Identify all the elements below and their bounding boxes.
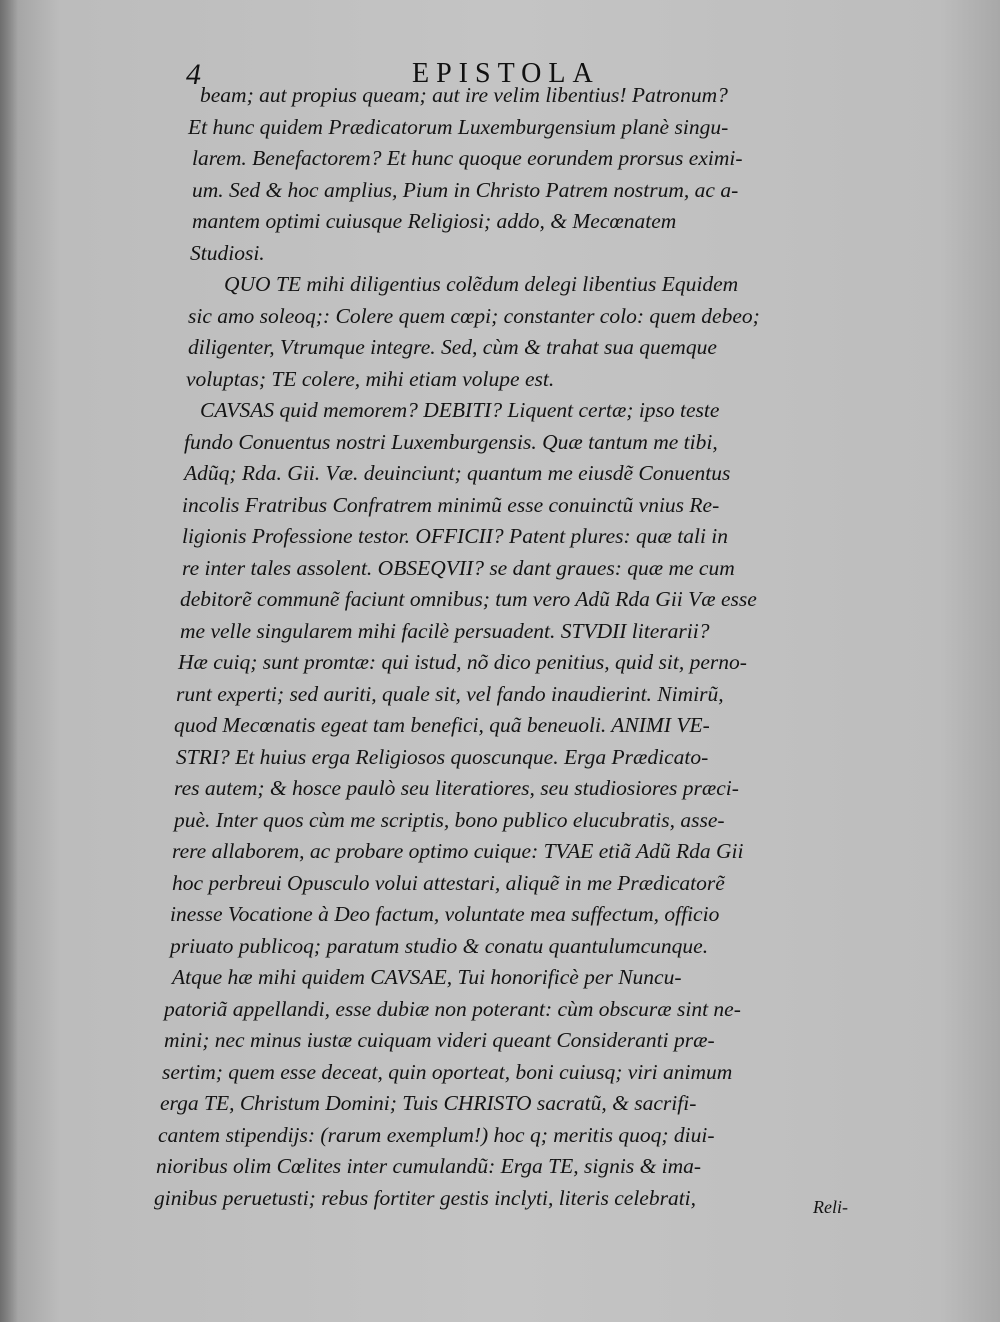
catchword: Reli- bbox=[813, 1197, 848, 1217]
text-line: rere allaborem, ac probare optimo cuique: TVAE etiã Adũ Rda Gii bbox=[172, 839, 744, 863]
text-line: me velle singularem mihi facilè persuadent. STVDII literarii? bbox=[180, 618, 710, 643]
text-line: QUO TE mihi diligentius colẽdum delegi libentius Equidem bbox=[224, 272, 739, 296]
text-line: hoc perbreui Opusculo volui attestari, aliquẽ in me Prædicatorẽ bbox=[172, 870, 725, 895]
text-line: Adũq; Rda. Gii. Væ. deuinciunt; quantum me eiusdẽ Conuentus bbox=[184, 461, 731, 485]
text-line: incolis Fratribus Confratrem minimũ esse conuinctũ vnius Re- bbox=[182, 492, 720, 517]
binding-shadow bbox=[0, 0, 18, 1322]
text-line: quod Mecœnatis egeat tam benefici, quã beneuoli. ANIMI VE- bbox=[174, 713, 710, 737]
text-line: ligionis Professione testor. OFFICII? Patent plures: quæ tali in bbox=[182, 524, 729, 548]
page-number: 4 bbox=[186, 58, 201, 91]
body-text bbox=[150, 80, 855, 1214]
running-title: EPISTOLA bbox=[412, 58, 600, 89]
text-line: debitorẽ communẽ faciunt omnibus; tum vero Adũ Rda Gii Væ esse bbox=[180, 587, 757, 611]
text-line: patoriã appellandi, esse dubiæ non poterant: cùm obscuræ sint ne- bbox=[164, 996, 741, 1021]
text-line: ginibus peruetusti; rebus fortiter gestis inclyti, literis celebrati, bbox=[154, 1185, 697, 1210]
text-line: voluptas; TE colere, mihi etiam volupe est. bbox=[186, 366, 555, 391]
text-line: Studiosi. bbox=[190, 240, 265, 265]
text-line: Hæ cuiq; sunt promtæ: qui istud, nõ dico penitius, quid sit, perno- bbox=[178, 650, 747, 674]
text-line: um. Sed & hoc amplius, Pium in Christo Patrem nostrum, ac a- bbox=[192, 177, 739, 202]
text-line: nioribus olim Cœlites inter cumulandũ: Erga TE, signis & ima- bbox=[156, 1154, 702, 1178]
text-line: re inter tales assolent. OBSEQVII? se dant graues: quæ me cum bbox=[182, 555, 735, 580]
text-line: mini; nec minus iustæ cuiquam videri queant Consideranti præ- bbox=[164, 1028, 715, 1052]
text-line: runt experti; sed auriti, quale sit, vel fando inaudierint. Nimirũ, bbox=[176, 681, 724, 706]
text-line: larem. Benefactorem? Et hunc quoque eorundem prorsus eximi- bbox=[192, 146, 743, 170]
text-line: fundo Conuentus nostri Luxemburgensis. Quæ tantum me tibi, bbox=[184, 429, 718, 454]
text-line: CAVSAS quid memorem? DEBITI? Liquent certæ; ipso teste bbox=[200, 398, 720, 422]
text-line: STRI? Et huius erga Religiosos quoscunque. Erga Prædicato- bbox=[176, 744, 709, 769]
text-line: beam; aut propius queam; aut ire velim libentius! Patronum? bbox=[200, 83, 728, 107]
text-line: erga TE, Christum Domini; Tuis CHRISTO sacratũ, & sacrifi- bbox=[160, 1091, 697, 1115]
text-line: sertim; quem esse deceat, quin oporteat, boni cuiusq; viri animum bbox=[162, 1059, 733, 1084]
text-line: priuato publicoq; paratum studio & conatu quantulumcunque. bbox=[170, 933, 709, 958]
text-line: puè. Inter quos cùm me scriptis, bono publico elucubratis, asse- bbox=[174, 807, 725, 832]
text-line: Atque hæ mihi quidem CAVSAE, Tui honorificè per Nuncu- bbox=[172, 965, 682, 989]
text-line: Et hunc quidem Prædicatorum Luxemburgensium planè singu- bbox=[188, 114, 729, 139]
text-line: inesse Vocatione à Deo factum, voluntate mea suffectum, officio bbox=[170, 902, 720, 926]
text-line: mantem optimi cuiusque Religiosi; addo, & Mecœnatem bbox=[192, 209, 677, 233]
text-line: diligenter, Vtrumque integre. Sed, cùm & trahat sua quemque bbox=[188, 335, 717, 359]
text-line: sic amo soleoq;: Colere quem cœpi; constanter colo: quem debeo; bbox=[188, 303, 760, 328]
text-line: cantem stipendijs: (rarum exemplum!) hoc q; meritis quoq; diui- bbox=[158, 1122, 715, 1147]
text-line: res autem; & hosce paulò seu literatiores, seu studiosiores præci- bbox=[174, 776, 739, 800]
